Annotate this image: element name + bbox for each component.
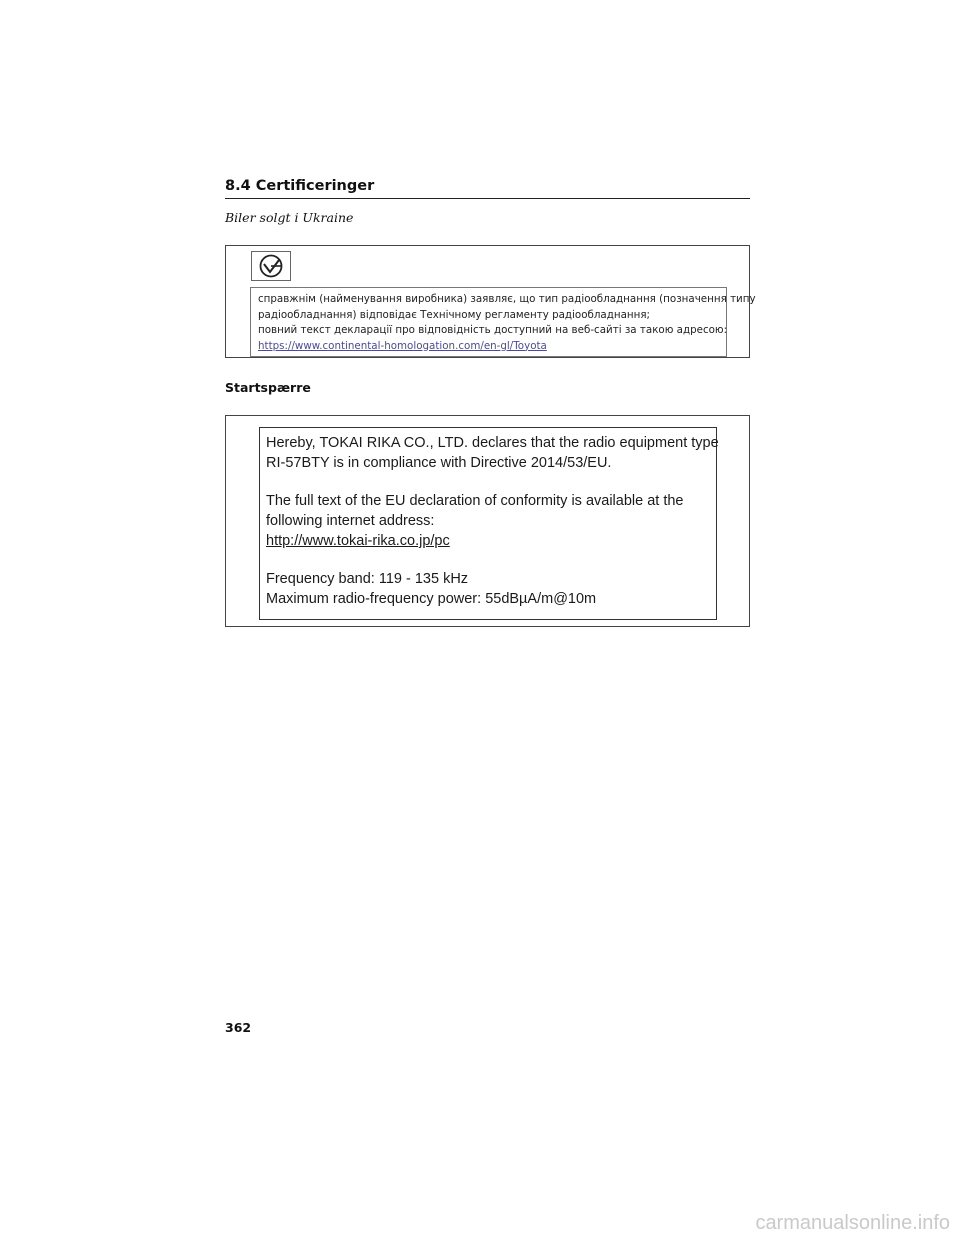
ukraine-declaration-frame	[225, 245, 756, 358]
declaration-line: повний текст декларації про відповідність доступний на веб-сайті за такою адресою:	[258, 324, 728, 336]
declaration-line: RI-57BTY is in compliance with Directive 2014/53/EU.	[266, 455, 612, 471]
declaration-line: following internet address:	[266, 513, 435, 529]
declaration-line: Hereby, TOKAI RIKA CO., LTD. declares that the radio equipment type	[266, 435, 719, 451]
ukraine-declaration-text	[250, 287, 756, 357]
declaration-link[interactable]: https://www.continental-homologation.com/en-gl/Toyota	[258, 339, 547, 352]
declaration-line: справжнім (найменування виробника) заявляє, що тип радіообладнання (позначення типу	[258, 293, 756, 305]
declaration-link[interactable]: http://www.tokai-rika.co.jp/pc	[266, 533, 450, 549]
immobilizer-declaration-frame	[225, 415, 750, 627]
watermark: carmanualsonline.info	[755, 1212, 950, 1234]
frequency-band-text: Frequency band: 119 - 135 kHz	[266, 571, 469, 587]
declaration-line: The full text of the EU declaration of conformity is available at the	[266, 493, 684, 509]
ukrainian-conformity-mark-icon	[251, 251, 291, 281]
declaration-line: радіообладнання) відповідає Технічному регламенту радіообладнання;	[258, 308, 651, 321]
page-number: 362	[225, 1020, 252, 1035]
max-power-text: Maximum radio-frequency power: 55dBµA/m@10m	[266, 591, 597, 607]
section-title: 8.4 Certificeringer	[225, 178, 750, 199]
section-subtitle: Biler solgt i Ukraine	[225, 210, 354, 225]
immobilizer-heading: Startspærre	[225, 380, 311, 395]
immobilizer-declaration-scan	[259, 427, 717, 620]
